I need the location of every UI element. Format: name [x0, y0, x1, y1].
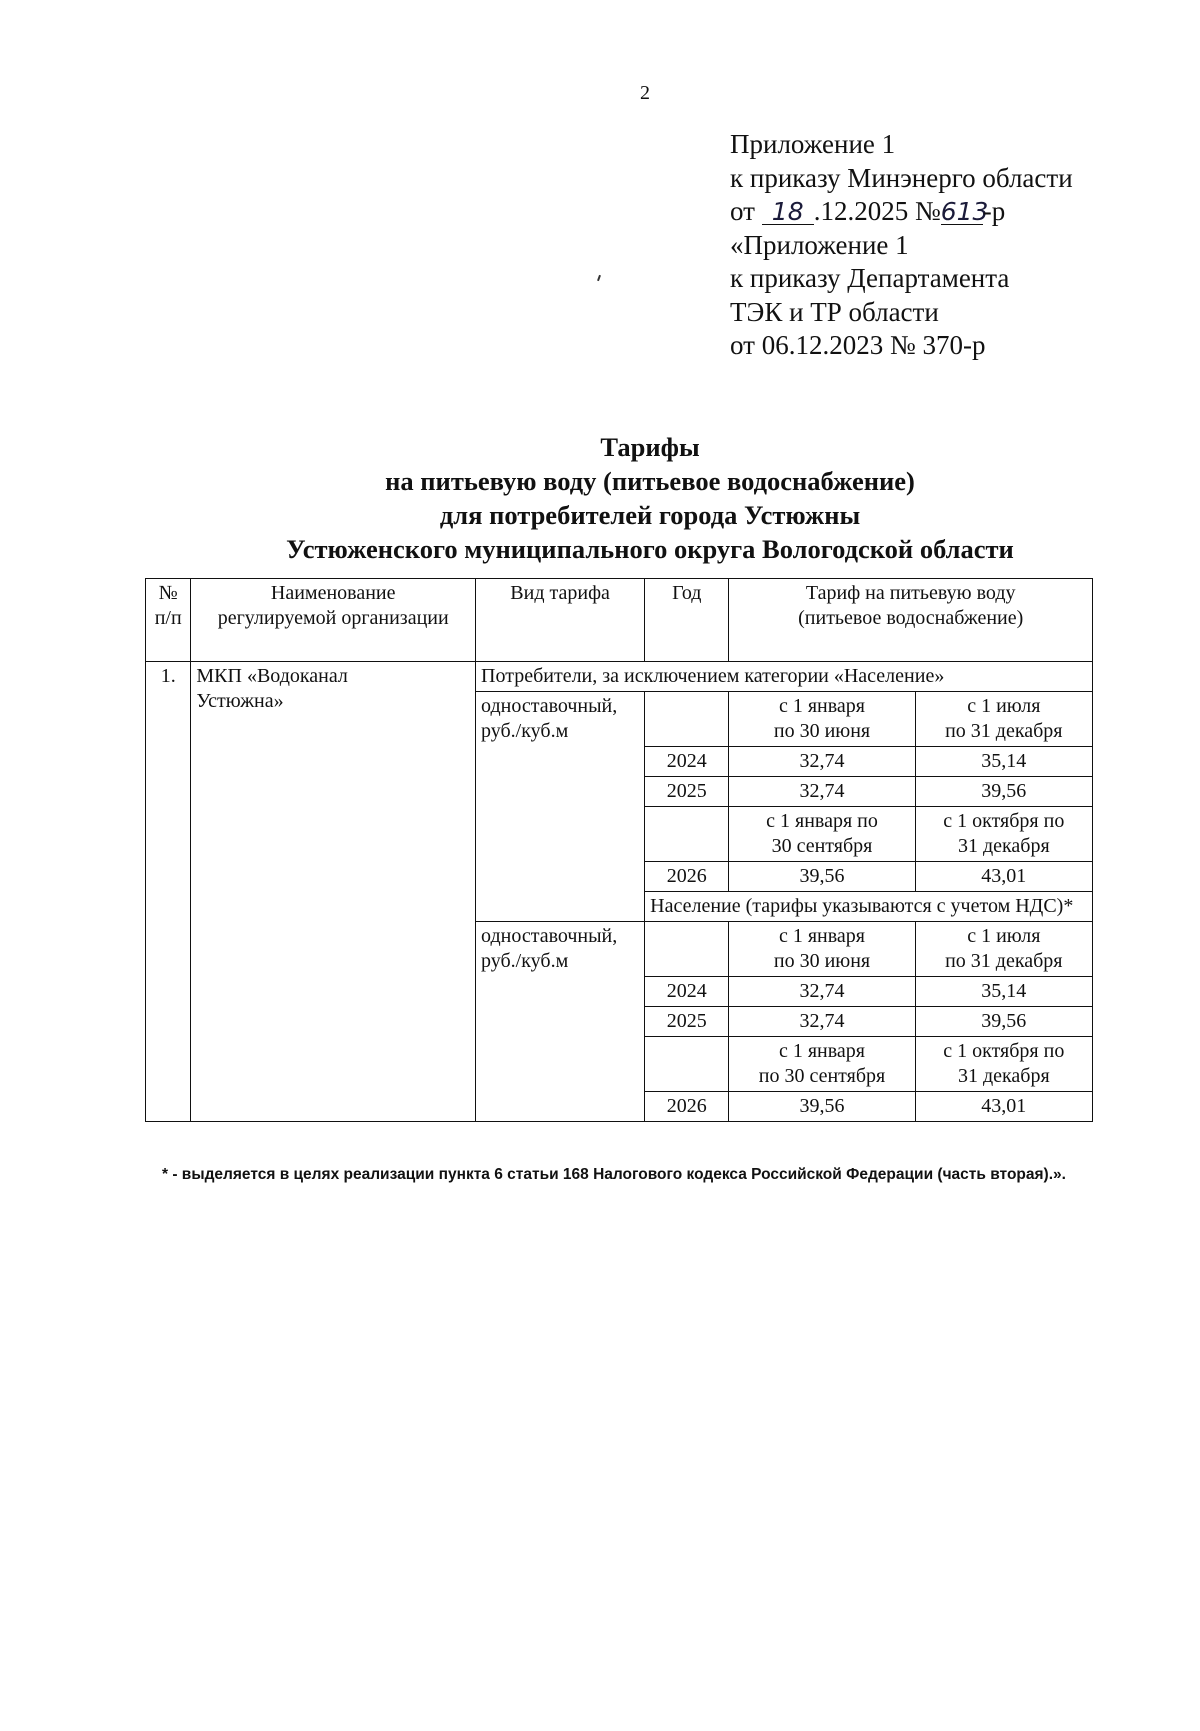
period-label: с 1 июля по 31 декабря [915, 922, 1092, 977]
appendix-block [730, 128, 1073, 363]
tariff-value: 39,56 [729, 862, 915, 892]
tariff-kind: одноставочный, руб./куб.м [476, 692, 645, 922]
category-label: Население (тарифы указываются с учетом НДС)* [645, 892, 1093, 922]
header-no: № п/п [146, 579, 191, 662]
tariff-value: 32,74 [729, 1007, 915, 1037]
tariff-table [145, 578, 1093, 1122]
tariff-value: 32,74 [729, 977, 915, 1007]
period-label: с 1 января по 30 сентября [729, 807, 915, 862]
tariff-kind: одноставочный, руб./куб.м [476, 922, 645, 1122]
period-label: с 1 октября по 31 декабря [915, 807, 1092, 862]
tariff-value: 39,56 [729, 1092, 915, 1122]
appendix-line: к приказу Департамента [730, 263, 1010, 293]
tariff-value: 32,74 [729, 777, 915, 807]
year-cell [645, 1037, 729, 1092]
year-cell [645, 922, 729, 977]
header-tariff: Тариф на питьевую воду (питьевое водоснабжение) [729, 579, 1093, 662]
tariff-value: 39,56 [915, 1007, 1092, 1037]
year-cell: 2024 [645, 977, 729, 1007]
appendix-line: «Приложение 1 [730, 229, 909, 260]
year-cell: 2025 [645, 1007, 729, 1037]
page-number: 2 [640, 82, 650, 104]
year-cell: 2025 [645, 777, 729, 807]
header-year: Год [645, 579, 729, 662]
row-number: 1. [146, 662, 191, 1122]
period-label: с 1 января по 30 июня [729, 692, 915, 747]
year-cell: 2026 [645, 862, 729, 892]
tariff-value: 32,74 [729, 747, 915, 777]
title-line: для потребителей города Устюжны [439, 500, 861, 530]
category-label: Потребители, за исключением категории «Население» [476, 662, 1093, 692]
title-line: на питьевую воду (питьевое водоснабжение) [385, 466, 915, 496]
period-label: с 1 января по 30 сентября [729, 1037, 915, 1092]
organization-name: МКП «Водоканал Устюжна» [191, 662, 476, 1122]
stray-mark [597, 275, 601, 281]
appendix-line: ТЭК и ТР области [730, 296, 939, 327]
order-date-mid: .12.2025 № [813, 196, 941, 226]
tariff-value: 43,01 [915, 1092, 1092, 1122]
header-org: Наименование регулируемой организации [191, 579, 476, 662]
table-header-row [146, 579, 1093, 662]
appendix-line: к приказу Минэнерго области [730, 162, 1073, 193]
tariff-value: 43,01 [915, 862, 1092, 892]
header-kind: Вид тарифа [476, 579, 645, 662]
title-line: Устюженского муниципального округа Вологодской области [286, 534, 1014, 564]
title-line: Тарифы [600, 432, 700, 462]
tariff-value: 39,56 [915, 777, 1092, 807]
appendix-line: от 06.12.2023 № 370-р [730, 330, 986, 360]
tariff-value: 35,14 [915, 977, 1092, 1007]
order-date-prefix: от [730, 196, 762, 226]
handwritten-day: 18 [762, 200, 814, 225]
appendix-line: Приложение 1 [730, 129, 896, 159]
order-number-suffix: -р [982, 196, 1006, 226]
table-row [146, 662, 1093, 692]
order-date-line [730, 195, 1073, 229]
year-cell [645, 807, 729, 862]
period-label: с 1 января по 30 июня [729, 922, 915, 977]
handwritten-order-number: 613 [940, 197, 989, 226]
tariff-value: 35,14 [915, 747, 1092, 777]
year-cell [645, 692, 729, 747]
document-title [150, 430, 1150, 566]
period-label: с 1 октября по 31 декабря [915, 1037, 1092, 1092]
period-label: с 1 июля по 31 декабря [915, 692, 1092, 747]
year-cell: 2024 [645, 747, 729, 777]
footnote: * - выделяется в целях реализации пункта 6 статьи 168 Налогового кодекса Российской Федерации (часть вторая).». [162, 1166, 1066, 1183]
year-cell: 2026 [645, 1092, 729, 1122]
